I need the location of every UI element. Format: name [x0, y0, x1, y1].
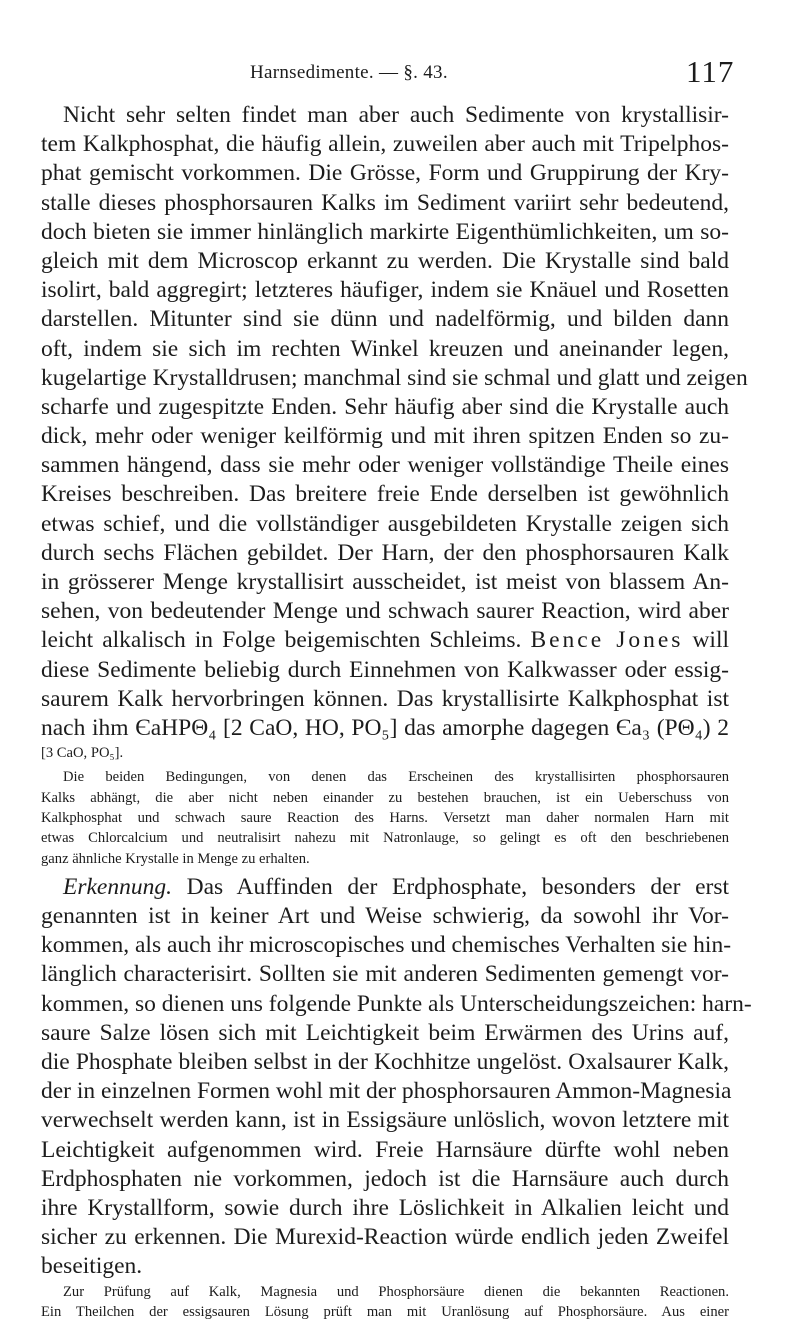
paragraph-1-line: kugelartige Krystalldrusen; manchmal sind sie schmal und glatt und zeigen: [41, 364, 748, 391]
paragraph-2-line: beseitigen.: [41, 1253, 143, 1280]
paragraph-2-line: sicher zu erkennen. Die Murexid-Reaction würde endlich jeden Zweifel: [41, 1224, 729, 1251]
paragraph-1-line: in grösserer Menge krystallisirt ausscheidet, ist meist von blassem An-: [41, 569, 729, 595]
note-1-line: Die beiden Bedingungen, von denen das Erscheinen des krystallisirten phosphorsauren: [63, 769, 729, 786]
main-text: [41, 101, 752, 1322]
formula-line: nach ihm ЄaHPΘ₄ [2 CaO, HO, PO₅] das amorphe dagegen Єa₃ (PΘ₄) 2: [41, 714, 729, 741]
paragraph-2-line: ihre Krystallform, sowie durch ihre Löslichkeit in Alkalien leicht und: [41, 1194, 729, 1221]
note-2-line: Zur Prüfung auf Kalk, Magnesia und Phosphorsäure dienen die bekannten Reactionen.: [63, 1283, 729, 1300]
paragraph-1-line: isolirt, bald aggregirt; letzteres häufiger, indem sie Knäuel und Rosetten: [41, 277, 729, 304]
paragraph-1-line: oft, indem sie sich im rechten Winkel kreuzen und aneinander legen,: [41, 335, 729, 362]
note-2-line: Ein Theilchen der essigsauren Lösung prüft man mit Uranlösung auf Phosphorsäure. Aus einer: [41, 1303, 729, 1320]
note-1-line: etwas Chlorcalcium und neutralisirt nahezu mit Natronlauge, so gelingt es oft den beschriebenen: [41, 830, 729, 847]
paragraph-1-line: scharfe und zugespitzte Enden. Sehr häufig aber sind die Krystalle auch: [41, 393, 729, 420]
paragraph-2-line: verwechselt werden kann, ist in Essigsäure unlöslich, wovon letztere mit: [41, 1107, 729, 1134]
paragraph-1-line: darstellen. Mitunter sind sie dünn und nadelförmig, und bilden dann: [41, 306, 729, 333]
note-1-line: Kalks abhängt, die aber nicht neben einander zu bestehen brauchen, ist ein Ueberschuss von: [41, 789, 729, 806]
paragraph-1-line: sammen hängend, dass sie mehr oder weniger vollständige Theile eines: [41, 452, 729, 479]
paragraph-1-line: phat gemischt vorkommen. Die Grösse, Form und Gruppirung der Kry-: [41, 160, 729, 187]
paragraph-2-line: kommen, so dienen uns folgende Punkte als Unterscheidungszeichen: harn-: [41, 990, 752, 1017]
paragraph-2-line: die Phosphate bleiben selbst in der Kochhitze ungelöst. Oxalsaurer Kalk,: [41, 1049, 729, 1076]
page-number: 117: [686, 54, 735, 89]
running-header: Harnsedimente. — §. 43.: [250, 62, 448, 83]
paragraph-2-line: der in einzelnen Formen wohl mit der phosphorsauren Ammon-Magnesia: [41, 1078, 732, 1105]
paragraph-1-line-with-author: [41, 626, 729, 655]
author-name: Bence Jones: [530, 627, 684, 654]
paragraph-2-line: kommen, als auch ihr microscopisches und chemisches Verhalten sie hin-: [41, 932, 732, 959]
note-1-line: Kalkphosphat und schwach saure Reaction des Harns. Versetzt man daher normalen Harn mit: [41, 810, 729, 827]
paragraph-1-line: diese Sedimente beliebig durch Einnehmen von Kalkwasser oder essig-: [41, 656, 729, 683]
paragraph-2-line-text: Das Auffinden der Erdphosphate, besonders der erst: [172, 873, 729, 900]
paragraph-1-line: dick, mehr oder weniger keilförmig und mit ihren spitzen Enden so zu-: [41, 423, 729, 450]
paragraph-1-line: stalle dieses phosphorsauren Kalks im Sediment variirt sehr bedeutend,: [41, 189, 729, 216]
paragraph-2-line: saure Salze lösen sich mit Leichtigkeit beim Erwärmen des Urins auf,: [41, 1019, 729, 1046]
paragraph-1-line-text: leicht alkalisch in Folge beigemischten Schleims.: [41, 627, 522, 654]
paragraph-1-line: tem Kalkphosphat, die häufig allein, zuweilen aber auch mit Tripelphos-: [41, 131, 729, 158]
paragraph-2-line: Erdphosphaten nie vorkommen, jedoch ist die Harnsäure auch durch: [41, 1165, 729, 1192]
author-line-end: will: [683, 627, 730, 654]
paragraph-1-line: gleich mit dem Microscop erkannt zu werden. Die Krystalle sind bald: [41, 247, 729, 274]
paragraph-1-line: durch sechs Flächen gebildet. Der Harn, der den phosphorsauren Kalk: [41, 539, 729, 566]
formula-line-small: [3 CaO, PO₅].: [41, 745, 124, 762]
paragraph-2-first-line: [41, 873, 729, 902]
paragraph-2-line: länglich characterisirt. Sollten sie mit anderen Sedimenten gemengt vor-: [41, 961, 729, 988]
paragraph-1-line: Kreises beschreiben. Das breitere freie Ende derselben ist gewöhnlich: [41, 481, 729, 508]
paragraph-2-line: Leichtigkeit aufgenommen wird. Freie Harnsäure dürfte wohl neben: [41, 1136, 729, 1163]
paragraph-1-line: sehen, von bedeutender Menge und schwach saurer Reaction, wird aber: [41, 598, 729, 625]
note-1-line: ganz ähnliche Krystalle in Menge zu erhalten.: [41, 850, 310, 867]
paragraph-1-line: doch bieten sie immer hinlänglich markirte Eigenthümlichkeiten, um so-: [41, 218, 729, 245]
paragraph-1-line: etwas schief, und die vollständiger ausgebildeten Krystalle zeigen sich: [41, 510, 729, 537]
paragraph-2-line: genannten ist in keiner Art und Weise schwierig, da sowohl ihr Vor-: [41, 903, 729, 930]
section-lead-heading: Erkennung.: [63, 873, 172, 900]
paragraph-1-line: Nicht sehr selten findet man aber auch Sedimente von krystallisir-: [63, 102, 729, 128]
paragraph-1-line: saurem Kalk hervorbringen können. Das krystallisirte Kalkphosphat ist: [41, 685, 729, 712]
